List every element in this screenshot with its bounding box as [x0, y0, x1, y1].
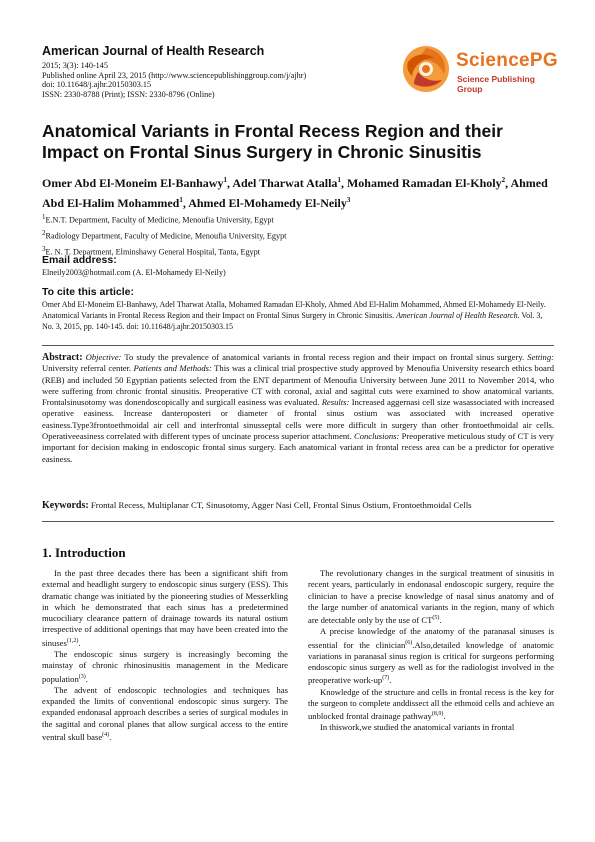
cite-heading: To cite this article: — [42, 286, 134, 298]
email-heading: Email address: — [42, 254, 117, 266]
email-address[interactable]: Elneily2003@hotmail.com (A. El-Mohamedy El-Neily) — [42, 268, 226, 277]
logo-subtitle: Science Publishing Group — [457, 74, 535, 94]
intro-paragraph-2: The endoscopic sinus surgery is increasingly becoming the mainstay of chronic rhinosinusitis management in the Medicare population$^{(3)}$. — [42, 648, 288, 684]
abstract: Abstract: Objective: To study the prevalence of anatomical variants in frontal recess region and their impact on frontal sinus surgery. Setting: University referral center. Patients and Methods: This was a clinical trial prospective study approved by Menoufia University research ethics board (REB) and included 50 Egyptian patients selected from the ENT department of Menoufia University between June 2011 to November 2014, who were suffering from chronic frontal sinusitis. Preoperative CT with coronal, axial and sagittal cuts were examined to show anatomical variants. Frontalsinusotomy was donendoscopically and surgicall easiness was evaluated. Results: Increased aggernasi cell size wasassociated with increased operative easiness. Increase danteroposteri or diameter of frontal sinus ostium was associated with increased operative easiness.Type3frontoethmoidal air cell and interfrontal sinusseptal cells were more difficult in surgery than other frontoethmoidal air cells. Operativeeasiness correlated with different types of uncinate process superior attachment. Conclusions: Preoperative meticulous study of CT is very important for decision making in endoscopic frontal sinus surgery. Each anatomical variant in frontal recess area can be a predictor for operative easiness. — [42, 352, 555, 464]
keywords-bottom-rule — [42, 521, 554, 522]
affiliation-3: $^3$E. N. T. Department, Elminshawy General Hospital, Tanta, Egypt — [42, 245, 261, 257]
abstract-top-rule — [42, 345, 554, 346]
author-3: Mohamed Ramadan El-Kholy$^2$, — [346, 176, 511, 190]
issue-line: 2015; 3(3): 140-145 — [42, 61, 108, 70]
intro-paragraph-6: Knowledge of the structure and cells in frontal recess is the key for the surgeon to complete anddissect all the ethmoid cells and achieve an unblocked frontal drainage pathway$^{(8,9)}$. — [308, 686, 554, 721]
affiliations — [42, 211, 552, 259]
published-line: Published online April 23, 2015 (http://www.sciencepublishinggroup.com/j/ajhr) — [42, 70, 307, 80]
author-1: Omer Abd El-Moneim El-Banhawy$^1$, — [42, 176, 233, 190]
section-title: 1. Introduction — [42, 545, 126, 560]
author-list — [42, 172, 552, 212]
sciencepg-swirl-icon — [400, 44, 452, 94]
intro-paragraph-5: A precise knowledge of the anatomy of the paranasal sinuses is essential for the clinician$^{(6)}$.Also,detailed knowledge of anatomic variations in paranasal sinus region is critical for surgeons performing endoscopic sinus surgery as well as for the radiologist involved in the preoperative work-$up^{(7)}$. — [308, 626, 554, 686]
citation: Omer Abd El-Moneim El-Banhawy, Adel Tharwat Atalla, Mohamed Ramadan El-Kholy, Ahmed Abd El-Halim Mohammed, Ahmed El-Mohamedy El-Neily. Anatomical Variants in Frontal Recess Region and their Impact on Frontal Sinus Surgery in Chronic Sinusitis. American Journal of Health Research. Vol. 3, No. 3, 2015, pp. 140-145. doi: 10.11648/j.ajhr.20150303.15 — [42, 300, 546, 332]
publisher-logo — [400, 44, 558, 94]
intro-paragraph-4: The revolutionary changes in the surgical treatment of sinusitis in recent years, particularly in endonasal endoscopic surgery, require the clinician to have a precise knowledge of nasal sinus anatomy and of the large number of anatomical variants in the region, many of which are detectable only by the use of CT$^{(5)}$. — [308, 568, 554, 626]
issn-line: ISSN: 2330-8788 (Print); ISSN: 2330-8796 (Online) — [42, 89, 215, 99]
affiliation-1: $^1$E.N.T. Department, Faculty of Medicine, Menoufia University, Egypt — [42, 213, 274, 225]
author-5: Ahmed El-Mohamedy El-Neily$^3$ — [188, 196, 351, 210]
left-column — [42, 568, 288, 743]
author-4: Ahmed Abd El-Halim Mohammed$^1$, — [42, 176, 548, 210]
author-2: Adel Tharwat Atalla$^1$, — [232, 176, 347, 190]
intro-paragraph-1: In the past three decades there has been a significant shift from external and headlight surgery to endoscopic sinus surgery (ESS). This dramatic change was initiated by the pioneering studies of Messerkling in which he demonstrated that each sinus has a predetermined mucociliary clearance pattern of drainage towards its natural ostium irrespective of additional openings that may have been created into the sinuses$^{(1,2)}$. — [42, 568, 288, 648]
intro-paragraph-3: The advent of endoscopic technologies and techniques has expanded the limits of conventional endoscopic sinus surgery. The expanded endonasal approach describes a series of surgical modules in the sagittal and coronal planes that allow surgical access to the entire ventral skull base$^{(4)}$. — [42, 684, 288, 742]
affiliation-2: $^2$Radiology Department, Faculty of Medicine, Menoufia University, Egypt — [42, 229, 287, 241]
right-column — [308, 568, 554, 734]
paper-title: Anatomical Variants in Frontal Recess Region and their Impact on Frontal Sinus Surgery in Chronic Sinusitis — [42, 121, 503, 162]
journal-name: American Journal of Health Research — [42, 44, 265, 58]
doi-line: doi: 10.11648/j.ajhr.20150303.15 — [42, 80, 152, 90]
intro-paragraph-7: In thiswork,we studied the anatomical variants in frontal — [320, 722, 515, 733]
keywords: Keywords: Frontal Recess, Multiplanar CT, Sinusotomy, Agger Nasi Cell, Frontal Sinus Ostium, Frontoethmoidal Cells — [42, 500, 472, 511]
logo-wordmark: SciencePG — [456, 50, 558, 71]
